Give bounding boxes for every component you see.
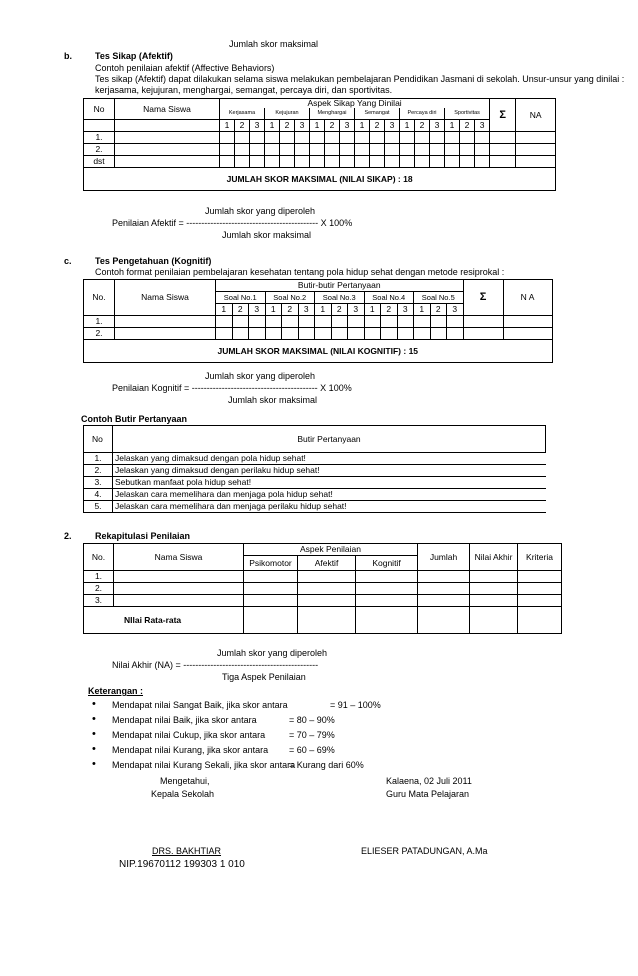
keterangan-range-3: = 60 – 69%: [289, 745, 335, 755]
rekap-avg-label: NIlai Rata-rata: [84, 607, 244, 634]
list-item: [84, 477, 546, 489]
section-b-subtitle: Contoh penilaian afektif (Affective Behaviors): [95, 63, 275, 73]
table-row: [84, 132, 556, 144]
section-c-letter: c.: [64, 256, 72, 266]
kognitif-head-nama: Nama Siswa: [115, 280, 216, 316]
scale-1: 1: [445, 120, 460, 132]
rekap-sub-kognitif: Kognitif: [356, 556, 418, 571]
scale-2: 2: [325, 120, 340, 132]
item-no: 3.: [84, 477, 113, 489]
kognitif-head-na: N A: [503, 280, 552, 316]
na-formula-denominator: Tiga Aspek Penilaian: [222, 672, 306, 682]
scale-1: 1: [364, 304, 381, 316]
scale-1: 1: [315, 304, 332, 316]
keterangan-item-0: • Mendapat nilai Sangat Baik, jika skor antara: [112, 700, 288, 710]
afektif-head-aspek: Aspek Sikap Yang Dinilai: [220, 99, 490, 109]
keterangan-range-4: = Kurang dari 60%: [289, 760, 364, 770]
item-text: Sebutkan manfaat pola hidup sehat!: [113, 477, 546, 489]
item-text: Jelaskan yang dimaksud dengan pola hidup sehat!: [113, 453, 546, 465]
rekap-sub-psikomotor: Psikomotor: [244, 556, 298, 571]
afektif-head-nama: Nama Siswa: [115, 99, 220, 120]
section-c-desc: Contoh format penilaian pembelajaran kesehatan tentang pola hidup sehat dengan metode resiprokal :: [95, 267, 505, 277]
section-2-title: Rekapitulasi Penilaian: [95, 531, 191, 541]
section-c-title: Tes Pengetahuan (Kognitif): [95, 256, 212, 266]
kognitif-sub-1: Soal No.2: [265, 292, 315, 304]
scale-3: 3: [298, 304, 315, 316]
keterangan-title: Keterangan :: [88, 686, 144, 696]
scale-2: 2: [235, 120, 250, 132]
afektif-sub-2: Menghargai: [310, 108, 355, 120]
scale-2: 2: [282, 304, 299, 316]
scale-1: 1: [310, 120, 325, 132]
scale-3: 3: [295, 120, 310, 132]
afektif-scale-row: [84, 120, 556, 132]
kognitif-sub-4: Soal No.5: [414, 292, 464, 304]
item-no: 1.: [84, 453, 113, 465]
row-no: 2.: [84, 328, 115, 340]
scale-2: 2: [415, 120, 430, 132]
afektif-formula-numerator: Jumlah skor yang diperoleh: [205, 206, 316, 216]
butir-title: Contoh Butir Pertanyaan: [81, 414, 188, 424]
scale-2: 2: [280, 120, 295, 132]
rekap-table: [83, 543, 562, 634]
afektif-head-sigma: Σ: [490, 99, 516, 132]
kognitif-head-sigma: Σ: [463, 280, 503, 316]
scale-2: 2: [430, 304, 447, 316]
table-row: [84, 571, 562, 583]
afektif-table: [83, 98, 556, 191]
list-item: [84, 465, 546, 477]
row-no: 3.: [84, 595, 114, 607]
scale-1: 1: [216, 304, 233, 316]
afektif-sub-0: Kerjasama: [220, 108, 265, 120]
scale-1: 1: [400, 120, 415, 132]
section-b-letter: b.: [64, 51, 72, 61]
sign-right-name: ELIESER PATADUNGAN, A.Ma: [361, 846, 488, 856]
row-no: dst: [84, 156, 115, 168]
keterangan-range-2: = 70 – 79%: [289, 730, 335, 740]
keterangan-item-3: • Mendapat nilai Kurang, jika skor antara: [112, 745, 268, 755]
table-row: [84, 144, 556, 156]
na-formula-label: Nilai Akhir (NA) = ---------------------------------------------: [112, 660, 319, 670]
list-item: [84, 453, 546, 465]
afektif-head-na: NA: [516, 99, 556, 132]
table-row: [84, 328, 553, 340]
scale-3: 3: [475, 120, 490, 132]
sign-left-line2: Kepala Sekolah: [151, 789, 215, 799]
scale-3: 3: [385, 120, 400, 132]
scale-3: 3: [430, 120, 445, 132]
kognitif-head-no: No.: [84, 280, 115, 316]
item-no: 4.: [84, 489, 113, 501]
kognitif-head-butir: Butir-butir Pertanyaan: [216, 280, 464, 292]
rekap-head-kriteria: Kriteria: [518, 544, 562, 571]
afektif-sub-1: Kejujuran: [265, 108, 310, 120]
top-formula-denominator: Jumlah skor maksimal: [229, 39, 319, 49]
kognitif-total: JUMLAH SKOR MAKSIMAL (NILAI KOGNITIF) : 15: [84, 340, 553, 363]
kognitif-formula-label: Penilaian Kognitif = ------------------------------------------ X 100%: [112, 383, 352, 393]
kognitif-table: [83, 279, 553, 363]
kognitif-sub-3: Soal No.4: [364, 292, 414, 304]
keterangan-range-0: = 91 – 100%: [330, 700, 381, 710]
rekap-head-nama: Nama Siswa: [114, 544, 244, 571]
scale-2: 2: [460, 120, 475, 132]
kognitif-sub-0: Soal No.1: [216, 292, 266, 304]
row-no: 2.: [84, 583, 114, 595]
rekap-sub-afektif: Afektif: [298, 556, 356, 571]
section-b-desc-1: Tes sikap (Afektif) dapat dilakukan selama siswa melakukan pembelajaran Pendidikan Jasmani di sekolah. Unsur-unsur yang dinilai :: [95, 74, 625, 84]
keterangan-item-4: • Mendapat nilai Kurang Sekali, jika skor antara: [112, 760, 295, 770]
scale-1: 1: [355, 120, 370, 132]
rekap-head-nilai-akhir: Nilai Akhir: [470, 544, 518, 571]
section-b-title: Tes Sikap (Afektif): [95, 51, 173, 61]
list-item: [84, 489, 546, 501]
kognitif-formula-denominator: Jumlah skor maksimal: [228, 395, 318, 405]
scale-2: 2: [232, 304, 249, 316]
section-2-num: 2.: [64, 531, 72, 541]
scale-3: 3: [348, 304, 365, 316]
row-no: 1.: [84, 571, 114, 583]
rekap-head-jumlah: Jumlah: [418, 544, 470, 571]
rekap-head-no: No.: [84, 544, 114, 571]
afektif-formula-denominator: Jumlah skor maksimal: [222, 230, 312, 240]
sign-right-line2: Guru Mata Pelajaran: [386, 789, 470, 799]
scale-3: 3: [249, 304, 266, 316]
row-no: 1.: [84, 316, 115, 328]
keterangan-item-1: • Mendapat nilai Baik, jika skor antara: [112, 715, 257, 725]
item-text: Jelaskan yang dimaksud dengan perilaku hidup sehat!: [113, 465, 546, 477]
table-row: [84, 316, 553, 328]
table-row: [84, 595, 562, 607]
scale-3: 3: [397, 304, 414, 316]
list-item: [84, 501, 546, 513]
afektif-sub-5: Sportivitas: [445, 108, 490, 120]
butir-head-no: No: [84, 426, 113, 453]
scale-1: 1: [414, 304, 431, 316]
kognitif-formula-numerator: Jumlah skor yang diperoleh: [205, 371, 316, 381]
afektif-sub-4: Percaya diri: [400, 108, 445, 120]
scale-3: 3: [250, 120, 265, 132]
na-formula-numerator: Jumlah skor yang diperoleh: [217, 648, 328, 658]
rekap-head-aspek: Aspek Penilaian: [244, 544, 418, 556]
table-row: [84, 583, 562, 595]
sign-left-nip: NIP.19670112 199303 1 010: [119, 859, 245, 870]
scale-2: 2: [331, 304, 348, 316]
table-row: [84, 156, 556, 168]
sign-right-line1: Kalaena, 02 Juli 2011: [386, 776, 472, 786]
keterangan-item-2: • Mendapat nilai Cukup, jika skor antara: [112, 730, 265, 740]
section-b-desc-2: kerjasama, kejujuran, menghargai, semangat, percaya diri, dan sportivitas.: [95, 85, 393, 95]
kognitif-sub-2: Soal No.3: [315, 292, 365, 304]
item-no: 2.: [84, 465, 113, 477]
sign-left-name: DRS. BAKHTIAR: [152, 846, 222, 856]
butir-table: [83, 425, 546, 513]
scale-2: 2: [370, 120, 385, 132]
scale-2: 2: [381, 304, 398, 316]
scale-3: 3: [340, 120, 355, 132]
row-no: 1.: [84, 132, 115, 144]
scale-1: 1: [220, 120, 235, 132]
sign-left-line1: Mengetahui,: [160, 776, 210, 786]
afektif-head-no: No: [84, 99, 115, 120]
scale-3: 3: [447, 304, 464, 316]
afektif-sub-3: Semangat: [355, 108, 400, 120]
item-no: 5.: [84, 501, 113, 513]
afektif-total: JUMLAH SKOR MAKSIMAL (NILAI SIKAP) : 18: [84, 168, 556, 191]
item-text: Jelaskan cara memelihara dan menjaga pola hidup sehat!: [113, 489, 546, 501]
butir-head-title: Butir Pertanyaan: [113, 426, 546, 453]
item-text: Jelaskan cara memelihara dan menjaga perilaku hidup sehat!: [113, 501, 546, 513]
afektif-formula-label: Penilaian Afektif = -------------------------------------------- X 100%: [112, 218, 353, 228]
keterangan-range-1: = 80 – 90%: [289, 715, 335, 725]
scale-1: 1: [265, 304, 282, 316]
scale-1: 1: [265, 120, 280, 132]
row-no: 2.: [84, 144, 115, 156]
